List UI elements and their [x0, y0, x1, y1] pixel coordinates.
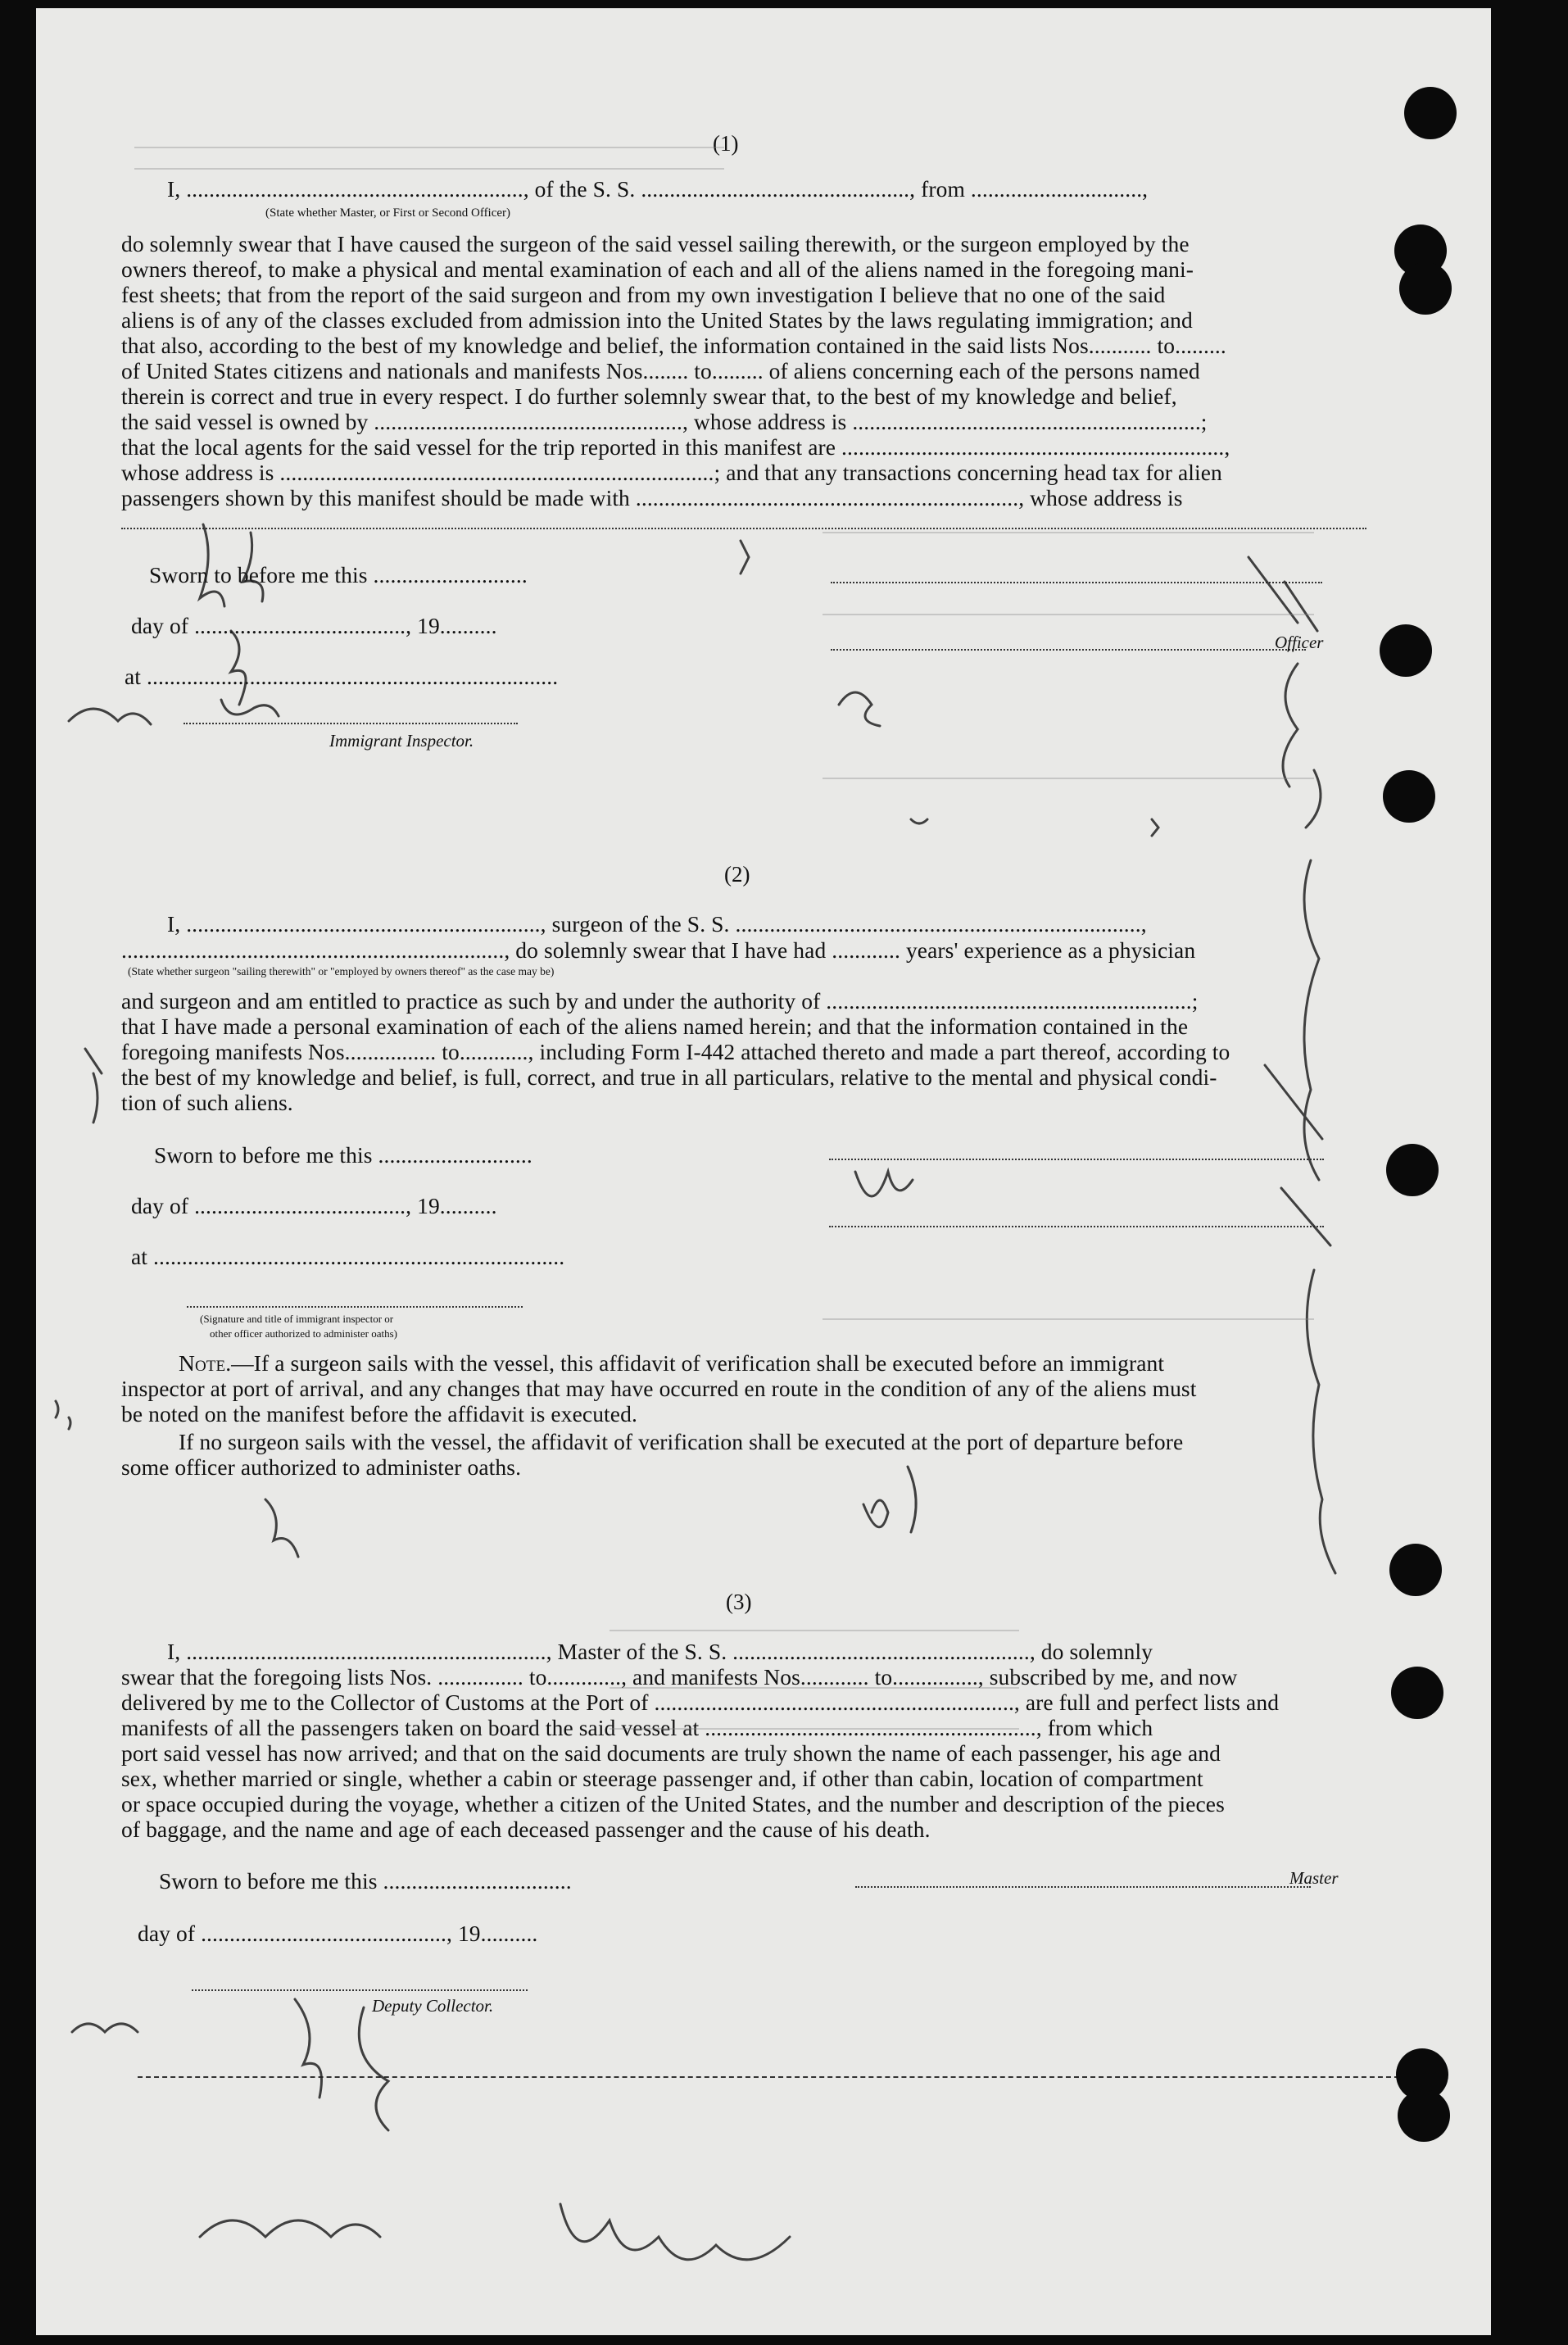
punch-hole	[1386, 1144, 1439, 1196]
handwriting-mark	[1281, 1188, 1330, 1245]
section-1-body-line: do solemnly swear that I have caused the surgeon of the said vessel sailing therewith, or the surgeon employed by the	[121, 231, 1190, 256]
punch-hole	[1383, 770, 1435, 823]
section-1-rank-caption: (State whether Master, or First or Second Officer)	[265, 206, 511, 220]
section-1-body-line: passengers shown by this manifest should be made with ..................................................................., whose address is	[121, 485, 1183, 510]
section-2-body-line: the best of my knowledge and belief, is full, correct, and true in all particulars, relative to the mental and physical condi-	[121, 1064, 1217, 1090]
section-1-body-line: of United States citizens and nationals and manifests Nos........ to......... of aliens concerning each of the persons named	[121, 358, 1200, 383]
punch-hole	[1404, 87, 1457, 139]
section-1-sworn-line: Sworn to before me this ...........................	[149, 562, 528, 587]
section-1-day-line: day of ....................................., 19..........	[131, 613, 497, 638]
handwriting-mark	[200, 2220, 380, 2237]
handwriting-marks	[36, 8, 1491, 2335]
handwriting-mark	[242, 533, 263, 601]
section-3-body-line: I, ..............................................................., Master of the S. S. ...................................................., do solemnly	[167, 1639, 1153, 1664]
section-2-signature-caption-2: other officer authorized to administer oaths)	[210, 1327, 397, 1340]
section-2-body-line: and surgeon and am entitled to practice as such by and under the authority of ................................................................;	[121, 988, 1199, 1014]
bleed-through-mark	[610, 533, 1314, 1729]
handwriting-mark	[265, 1499, 298, 1557]
section-1-number: (1)	[713, 131, 739, 156]
note-line: If no surgeon sails with the vessel, the affidavit of verification shall be executed at the port of departure before	[179, 1429, 1184, 1454]
handwriting-mark	[839, 692, 880, 726]
section-3-number: (3)	[726, 1590, 752, 1614]
section-1-body-line: that also, according to the best of my knowledge and belief, the information contained in the said lists Nos........... to.........	[121, 333, 1226, 358]
manifest-affidavit-page	[36, 8, 1491, 2335]
handwriting-mark	[200, 524, 224, 606]
section-1-oath-line: I, ..........................................................., of the S. S. ..............................................., from ..............................,	[167, 176, 1149, 202]
handwriting-mark	[221, 700, 279, 716]
handwriting-mark	[1307, 1270, 1335, 1573]
handwriting-mark	[908, 1467, 916, 1532]
section-3-body-line: delivered by me to the Collector of Customs at the Port of ..............................................................., are full and perfect lists and	[121, 1690, 1280, 1715]
section-1-at-line: at ........................................................................	[125, 664, 559, 689]
deputy-collector-label: Deputy Collector.	[372, 1996, 494, 2016]
punch-hole	[1389, 1544, 1442, 1596]
handwriting-mark	[855, 1172, 913, 1196]
note-label: Note.	[179, 1350, 232, 1376]
section-2-signature-caption-1: (Signature and title of immigrant inspector or	[200, 1313, 394, 1325]
handwriting-mark	[560, 2204, 790, 2260]
section-2-sworn-line: Sworn to before me this ...........................	[154, 1142, 532, 1168]
handwriting-mark	[295, 1999, 322, 2098]
handwriting-mark	[69, 709, 151, 724]
handwriting-mark	[56, 1401, 70, 1429]
section-1-body-line: aliens is of any of the classes excluded from admission into the United States by the laws regulating immigration; and	[121, 307, 1193, 333]
handwriting-mark	[231, 631, 246, 705]
section-1-body-line: whose address is ............................................................................; and that any transactions concerning head tax for alien	[121, 460, 1222, 485]
officer-label: Officer	[1275, 633, 1324, 652]
punch-hole	[1398, 2089, 1450, 2142]
section-2-at-line: at ........................................................................	[131, 1244, 565, 1269]
handwriting-mark	[1265, 1065, 1322, 1139]
section-3-body-line: swear that the foregoing lists Nos. ............... to............., and manifests Nos............ to..............., subscribed by me, and now	[121, 1664, 1238, 1690]
section-3-body-line: port said vessel has now arrived; and that on the said documents are truly shown the name of each passenger, his age and	[121, 1740, 1221, 1766]
section-2-surgeon-caption: (State whether surgeon "sailing therewith" or "employed by owners thereof" as the case may be)	[128, 965, 555, 977]
handwriting-mark	[72, 2024, 138, 2032]
immigrant-inspector-label: Immigrant Inspector.	[329, 731, 474, 751]
section-1-body-line: therein is correct and true in every respect. I do further solemnly swear that, to the best of my knowledge and belief,	[121, 383, 1177, 409]
section-2-number: (2)	[724, 862, 750, 887]
section-3-day-line: day of ..........................................., 19..........	[138, 1921, 538, 1946]
note-line: inspector at port of arrival, and any changes that may have occurred en route in the condition of any of the aliens must	[121, 1376, 1197, 1401]
punch-hole	[1391, 1667, 1443, 1719]
note-line: —If a surgeon sails with the vessel, this affidavit of verification shall be executed before an immigrant	[231, 1350, 1165, 1376]
punch-hole	[1399, 262, 1452, 315]
handwriting-mark	[1285, 582, 1317, 631]
master-label: Master	[1289, 1868, 1339, 1888]
section-3-body-line: of baggage, and the name and age of each deceased passenger and the cause of his death.	[121, 1817, 931, 1842]
section-3-body-line: sex, whether married or single, whether a cabin or steerage passenger and, if other than cabin, location of compartment	[121, 1766, 1203, 1791]
section-2-experience-line: ..................................................................., do solemnly swear that I have had ............ years' experience as a physician	[121, 937, 1196, 963]
section-2-body-line: tion of such aliens.	[121, 1090, 293, 1115]
handwriting-mark	[911, 819, 1158, 836]
handwriting-mark	[741, 541, 749, 574]
handwriting-mark	[863, 1500, 888, 1527]
handwriting-mark	[85, 1049, 102, 1123]
section-3-sworn-line: Sworn to before me this .................................	[159, 1868, 572, 1894]
note-line: some officer authorized to administer oaths.	[121, 1454, 522, 1480]
note-line: be noted on the manifest before the affidavit is executed.	[121, 1401, 637, 1427]
section-2-body-line: that I have made a personal examination of each of the aliens named herein; and that the information contained in the	[121, 1014, 1189, 1039]
section-2-oath-line: I, .............................................................., surgeon of the S. S. .......................................................................,	[167, 911, 1147, 937]
section-1-body-line: that the local agents for the said vessel for the trip reported in this manifest are ...................................................................,	[121, 434, 1230, 460]
section-3-body-line: or space occupied during the voyage, whether a citizen of the United States, and the number and description of the pieces	[121, 1791, 1225, 1817]
handwriting-mark	[359, 2007, 388, 2130]
handwriting-mark	[1283, 664, 1298, 787]
section-3-body-line: manifests of all the passengers taken on board the said vessel at .........................................................., from which	[121, 1715, 1153, 1740]
section-1-body-line: fest sheets; that from the report of the said surgeon and from my own investigation I believe that no one of the said	[121, 282, 1166, 307]
section-2-day-line: day of ....................................., 19..........	[131, 1193, 497, 1218]
section-1-body-line: owners thereof, to make a physical and mental examination of each and all of the aliens named in the foregoing mani-	[121, 256, 1194, 282]
bleed-through-mark	[134, 147, 724, 169]
section-1-body-line: the said vessel is owned by ......................................................, whose address is .............................................................;	[121, 409, 1208, 434]
section-2-body-line: foregoing manifests Nos................ to............, including Form I-442 attached thereto and made a part thereof, according to	[121, 1039, 1230, 1064]
punch-hole	[1380, 624, 1432, 677]
